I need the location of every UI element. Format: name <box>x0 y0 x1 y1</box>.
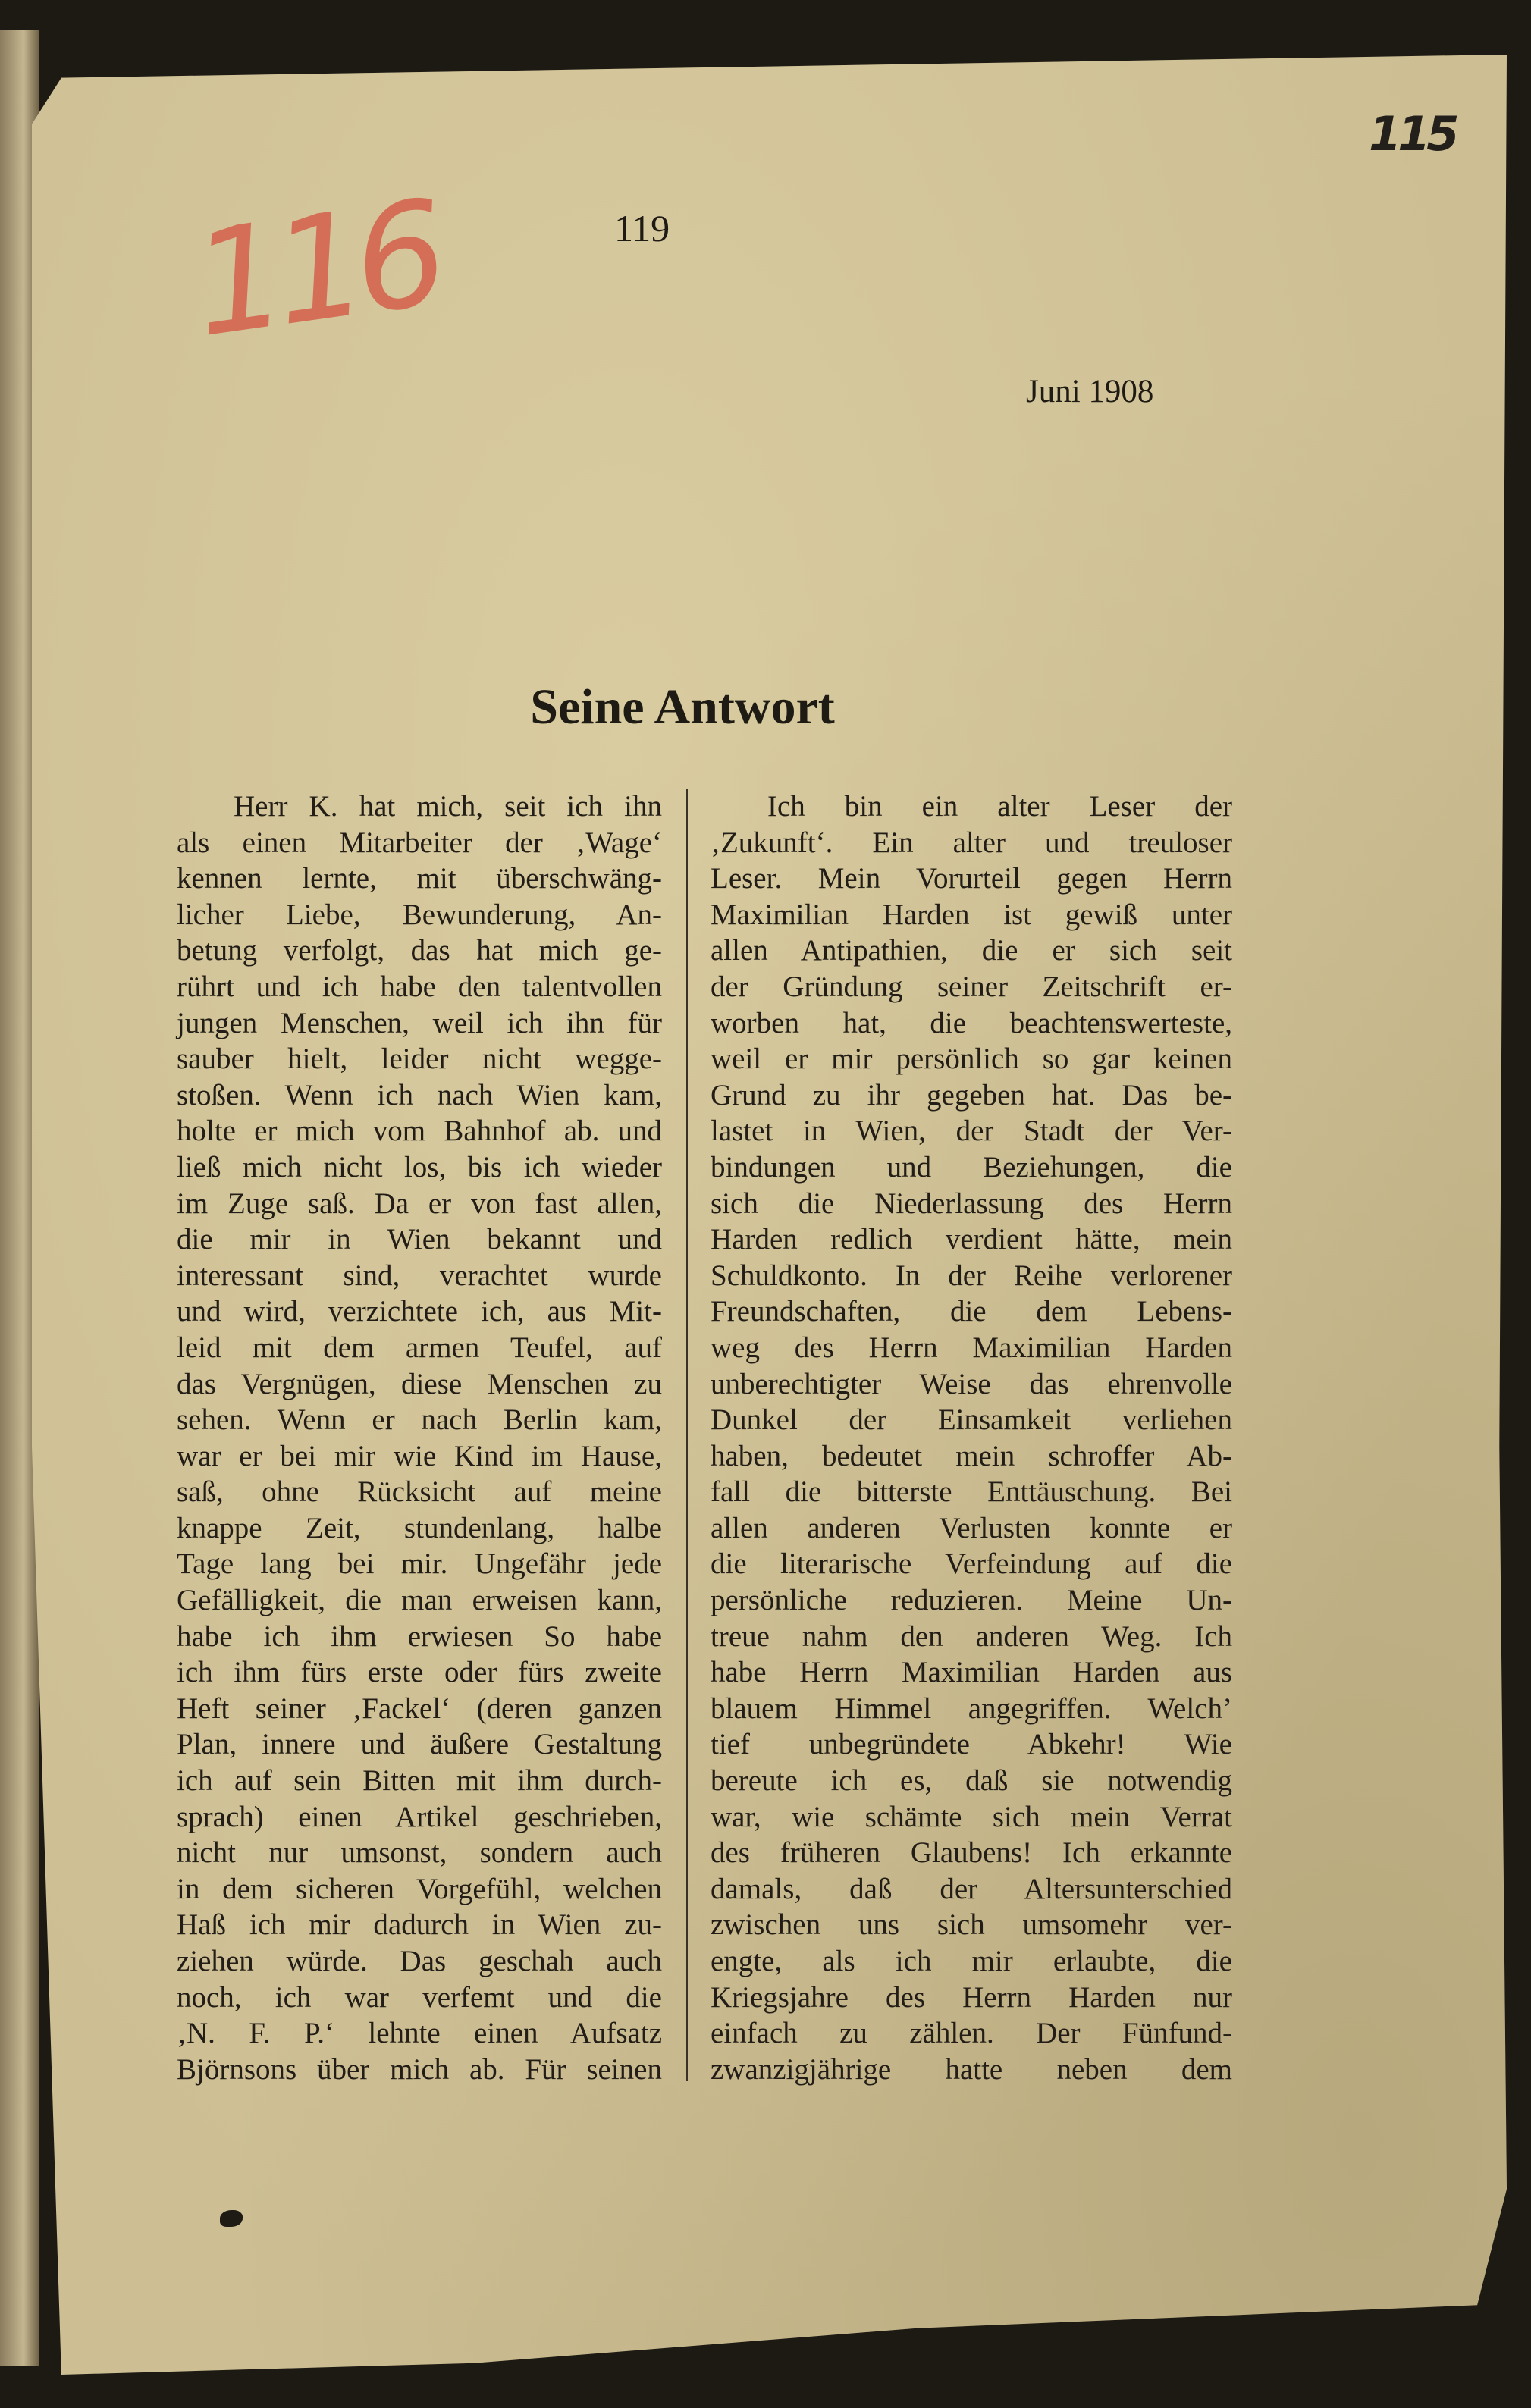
text-line: lastet in Wien, der Stadt der Ver- <box>711 1115 1232 1148</box>
text-line: licher Liebe, Bewunderung, An- <box>177 898 662 931</box>
text-line: engte, als ich mir erlaubte, die <box>711 1945 1232 1977</box>
text-line: jungen Menschen, weil ich ihn für <box>177 1006 662 1039</box>
text-line: Ich bin ein alter Leser der <box>767 790 1232 823</box>
text-line: ich ihm fürs erste oder fürs zweite <box>177 1656 662 1689</box>
text-line: Heft seiner ‚Fackel‘ (deren ganzen <box>177 1692 662 1725</box>
text-line: holte er mich vom Bahnhof ab. und <box>177 1115 662 1148</box>
text-line: habe Herrn Maximilian Harden aus <box>711 1656 1232 1689</box>
right-text-column <box>711 789 1232 2087</box>
text-line: allen Antipathien, die er sich seit <box>711 934 1232 967</box>
text-line: Kriegsjahre des Herrn Harden nur <box>711 1980 1232 2014</box>
text-line: Dunkel der Einsamkeit verliehen <box>711 1403 1232 1437</box>
page-number: 119 <box>614 207 670 249</box>
column-divider <box>686 789 688 2081</box>
text-line: ‚N. F. P.‘ lehnte einen Aufsatz <box>177 2017 662 2050</box>
ink-blot <box>220 2210 243 2227</box>
text-line: noch, ich war verfemt und die <box>177 1980 662 2014</box>
text-line: ‚Zukunft‘. Ein alter und treuloser <box>711 826 1232 859</box>
text-line: haben, bedeutet mein schroffer Ab- <box>711 1439 1232 1472</box>
text-line: und wird, verzichtete ich, aus Mit- <box>177 1295 662 1328</box>
text-line: weil er mir persönlich so gar keinen <box>711 1043 1232 1076</box>
text-line: ich auf sein Bitten mit ihm durch- <box>177 1764 662 1798</box>
article-date: Juni 1908 <box>1026 374 1154 409</box>
article-title: Seine Antwort <box>530 679 835 735</box>
text-line: Tage lang bei mir. Ungefähr jede <box>177 1547 662 1581</box>
text-line: Freundschaften, die dem Lebens- <box>711 1295 1232 1328</box>
text-line: Grund zu ihr gegeben hat. Das be- <box>711 1078 1232 1112</box>
text-line: tief unbegründete Abkehr! Wie <box>711 1728 1232 1761</box>
text-line: damals, daß der Altersunterschied <box>711 1872 1232 1905</box>
text-line: Gefälligkeit, die man erweisen kann, <box>177 1584 662 1617</box>
text-line: sich die Niederlassung des Herrn <box>711 1187 1232 1220</box>
text-line: einfach zu zählen. Der Fünfund- <box>711 2017 1232 2050</box>
text-line: rührt und ich habe den talentvollen <box>177 970 662 1003</box>
text-line: Herr K. hat mich, seit ich ihn <box>234 790 662 823</box>
text-line: leid mit dem armen Teufel, auf <box>177 1331 662 1364</box>
text-line: im Zuge saß. Da er von fast allen, <box>177 1187 662 1220</box>
text-line: zwischen uns sich umsomehr ver- <box>711 1908 1232 1942</box>
text-line: treue nahm den anderen Weg. Ich <box>711 1619 1232 1653</box>
text-line: stoßen. Wenn ich nach Wien kam, <box>177 1078 662 1112</box>
text-line: ließ mich nicht los, bis ich wieder <box>177 1150 662 1184</box>
text-line: worben hat, die beachtenswerteste, <box>711 1006 1232 1039</box>
text-line: unberechtigter Weise das ehrenvolle <box>711 1367 1232 1400</box>
text-line: Haß ich mir dadurch in Wien zu- <box>177 1908 662 1942</box>
text-line: saß, ohne Rücksicht auf meine <box>177 1475 662 1509</box>
text-line: Maximilian Harden ist gewiß unter <box>711 898 1232 931</box>
text-line: blauem Himmel angegriffen. Welch’ <box>711 1692 1232 1725</box>
text-line: nicht nur umsonst, sondern auch <box>177 1836 662 1870</box>
text-line: knappe Zeit, stundenlang, halbe <box>177 1511 662 1544</box>
text-line: persönliche reduzieren. Meine Un- <box>711 1584 1232 1617</box>
text-line: bereute ich es, daß sie notwendig <box>711 1764 1232 1798</box>
text-line: habe ich ihm erwiesen So habe <box>177 1619 662 1653</box>
text-line: sauber hielt, leider nicht wegge- <box>177 1043 662 1076</box>
text-line: sprach) einen Artikel geschrieben, <box>177 1800 662 1833</box>
text-line: betung verfolgt, das hat mich ge- <box>177 934 662 967</box>
text-line: die mir in Wien bekannt und <box>177 1223 662 1256</box>
text-line: interessant sind, verachtet wurde <box>177 1259 662 1292</box>
text-line: die literarische Verfeindung auf die <box>711 1547 1232 1581</box>
left-text-column <box>177 789 662 2087</box>
text-line: fall die bitterste Enttäuschung. Bei <box>711 1475 1232 1509</box>
text-line: war, wie schämte sich mein Verrat <box>711 1800 1232 1833</box>
text-line: allen anderen Verlusten konnte er <box>711 1511 1232 1544</box>
text-line: zwanzigjährige hatte neben dem <box>711 2052 1232 2086</box>
text-line: der Gründung seiner Zeitschrift er- <box>711 970 1232 1003</box>
text-line: kennen lernte, mit überschwäng- <box>177 862 662 895</box>
text-line: Leser. Mein Vorurteil gegen Herrn <box>711 862 1232 895</box>
text-line: weg des Herrn Maximilian Harden <box>711 1331 1232 1364</box>
text-line: des früheren Glaubens! Ich erkannte <box>711 1836 1232 1870</box>
text-line: Björnsons über mich ab. Für seinen <box>177 2052 662 2086</box>
text-line: sehen. Wenn er nach Berlin kam, <box>177 1403 662 1437</box>
text-line: in dem sicheren Vorgefühl, welchen <box>177 1872 662 1905</box>
text-line: als einen Mitarbeiter der ‚Wage‘ <box>177 826 662 859</box>
text-line: ziehen würde. Das geschah auch <box>177 1945 662 1977</box>
text-line: das Vergnügen, diese Menschen zu <box>177 1367 662 1400</box>
handwritten-red-page-number: 116 <box>183 169 447 370</box>
text-line: Harden redlich verdient hätte, mein <box>711 1223 1232 1256</box>
text-line: Schuldkonto. In der Reihe verlorener <box>711 1259 1232 1292</box>
text-line: war er bei mir wie Kind im Hause, <box>177 1439 662 1472</box>
handwritten-folio-number: 115 <box>1369 106 1456 161</box>
text-line: bindungen und Beziehungen, die <box>711 1150 1232 1184</box>
text-line: Plan, innere und äußere Gestaltung <box>177 1728 662 1761</box>
